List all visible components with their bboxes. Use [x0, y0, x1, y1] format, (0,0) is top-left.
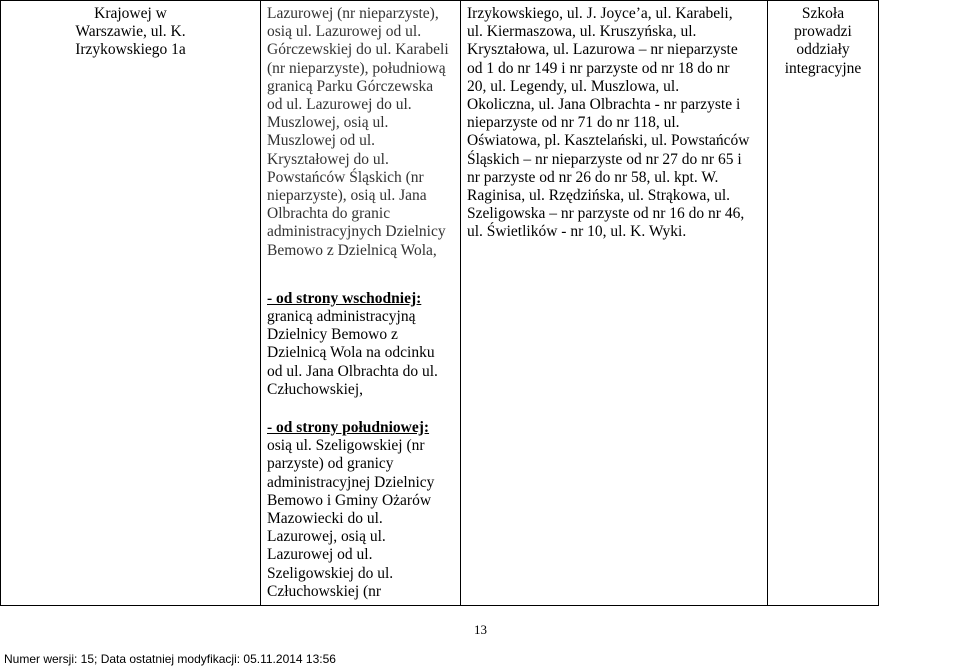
street-line: Śląskich – nr nieparzyste od nr 27 do nr 65 i	[467, 150, 742, 168]
street-line: Irzykowskiego, ul. J. Joyce’a, ul. Karabeli,	[467, 5, 733, 22]
south-boundary-heading: - od strony południowej:	[267, 419, 430, 437]
boundary-line: (nr nieparzyste), południową	[267, 59, 446, 77]
footer-version-info: Numer wersji: 15; Data ostatniej modyfikacji: 05.11.2014 13:56	[4, 652, 336, 666]
boundary-line: Bemowo i Gminy Ożarów	[267, 491, 432, 509]
street-line: 20, ul. Legendy, ul. Muszlowa, ul.	[467, 77, 680, 95]
boundary-line: Lazurowej od ul.	[267, 546, 373, 564]
boundary-line: administracyjnych Dzielnicy	[267, 223, 446, 241]
school-name-line: Warszawie, ul. K.	[75, 23, 186, 41]
boundary-line: od ul. Lazurowej do ul.	[267, 96, 412, 114]
school-name-line: Irzykowskiego 1a	[75, 41, 186, 59]
street-line: nr parzyste od nr 26 do nr 58, ul. kpt. W.	[467, 168, 719, 186]
street-line: Szeligowska – nr parzyste od nr 16 do nr 46,	[467, 205, 745, 223]
street-line: Kryształowa, ul. Lazurowa – nr nieparzyste	[467, 41, 738, 59]
note-line: integracyjne	[784, 59, 862, 77]
boundary-line: Szeligowskiej do ul.	[267, 564, 394, 582]
boundary-line: granicą Parku Górczewska	[267, 77, 434, 95]
boundary-line: osią ul. Szeligowskiej (nr	[267, 437, 425, 455]
boundary-line: osią ul. Lazurowej od ul.	[267, 23, 422, 41]
boundary-line: administracyjnej Dzielnicy	[267, 473, 435, 491]
boundary-line: parzyste) od granicy	[267, 455, 394, 473]
street-line: nieparzyste od nr 71 do nr 118, ul.	[467, 114, 680, 132]
table-row	[1, 1, 879, 606]
street-line: Oświatowa, pl. Kasztelański, ul. Powstańców	[467, 132, 750, 150]
street-line: Okoliczna, ul. Jana Olbrachta - nr parzyste i	[467, 96, 741, 114]
boundary-line: Dzielnicy Bemowo z	[267, 326, 398, 344]
boundary-line: Lazurowej (nr nieparzyste),	[267, 5, 439, 22]
school-name-line: Krajowej w	[94, 5, 167, 22]
east-boundary-section	[267, 290, 454, 399]
streets-cell	[461, 1, 768, 606]
street-line: od 1 do nr 149 i nr parzyste od nr 18 do nr	[467, 59, 730, 77]
boundary-line: Człuchowskiej,	[267, 380, 363, 398]
boundary-line: Człuchowskiej (nr	[267, 582, 382, 600]
street-line: Raginisa, ul. Rzędzińska, ul. Strąkowa, ul.	[467, 187, 731, 205]
east-boundary-heading: - od strony wschodniej:	[267, 289, 422, 307]
boundary-line: Kryształowej do ul.	[267, 150, 389, 168]
boundary-line: granicą administracyjną	[267, 308, 416, 326]
boundary-line: Muszlowej od ul.	[267, 132, 376, 150]
school-name-cell	[1, 1, 261, 606]
south-boundary-section	[267, 419, 454, 601]
boundary-line: Lazurowej, osią ul.	[267, 528, 386, 546]
boundary-line: Dzielnicą Wola na odcinku	[267, 344, 435, 362]
boundary-line: nieparzyste), osią ul. Jana	[267, 187, 427, 205]
boundary-line: Górczewskiej do ul. Karabeli	[267, 41, 449, 59]
boundary-line: Bemowo z Dzielnicą Wola,	[267, 241, 437, 259]
boundary-line: Olbrachta do granic	[267, 205, 391, 223]
boundary-line: Mazowiecki do ul.	[267, 510, 383, 528]
page-number: 13	[474, 622, 487, 637]
street-line: ul. Kiermaszowa, ul. Kruszyńska, ul.	[467, 23, 697, 41]
boundary-line: Muszlowej, osią ul.	[267, 114, 389, 132]
boundaries-intro	[267, 5, 454, 260]
boundary-line: od ul. Jana Olbrachta do ul.	[267, 362, 438, 380]
note-line: prowadzi	[794, 23, 852, 41]
street-line: ul. Świetlików - nr 10, ul. K. Wyki.	[467, 223, 687, 241]
boundary-line: Powstańców Śląskich (nr	[267, 168, 424, 186]
note-cell	[768, 1, 879, 606]
boundaries-cell	[261, 1, 461, 606]
note-line: oddziały	[796, 41, 850, 59]
note-line: Szkoła	[801, 5, 845, 22]
